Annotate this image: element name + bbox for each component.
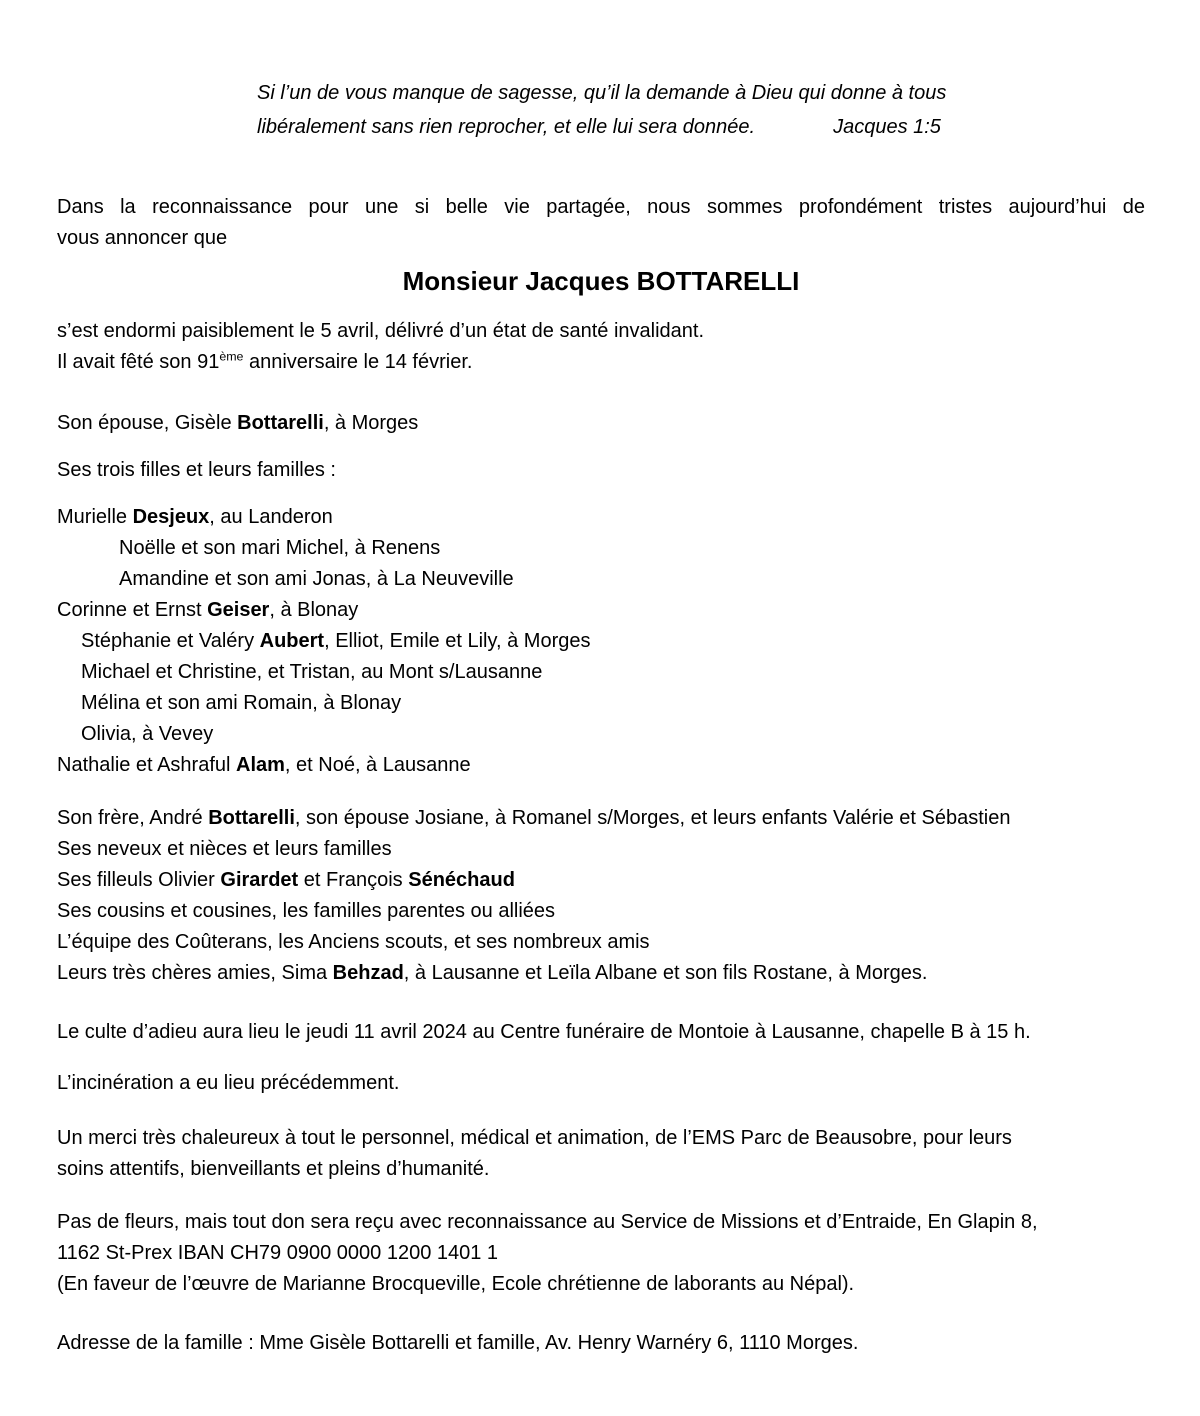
relatives-list-line: Leurs très chères amies, Sima Behzad, à Lausanne et Leïla Albane et son fils Rostane, à Morges. [57,962,928,984]
scripture-reference: Jacques 1:5 [833,116,941,138]
relatives-list-line: Ses cousins et cousines, les familles parentes ou alliées [57,900,556,922]
spouse-line: Son épouse, Gisèle Bottarelli, à Morges [57,412,419,434]
donations-line-1: Pas de fleurs, mais tout don sera reçu avec reconnaissance au Service de Missions et d’Entraide, En Glapin 8, [57,1211,1038,1233]
thanks-line-2: soins attentifs, bienveillants et pleins d’humanité. [57,1158,490,1180]
relatives-list-line: L’équipe des Coûterans, les Anciens scouts, et ses nombreux amis [57,931,650,953]
family-list-line: Stéphanie et Valéry Aubert, Elliot, Emile et Lily, à Morges [81,630,591,652]
relatives-list-line: Ses filleuls Olivier Girardet et François Sénéchaud [57,869,515,891]
intro-line-1: Dans la reconnaissance pour une si belle vie partagée, nous sommes profondément tristes aujourd’hui de [57,196,1145,218]
family-list-line: Olivia, à Vevey [81,723,214,745]
deceased-name-title: Monsieur Jacques BOTTARELLI [402,266,800,296]
death-notice-paragraph [57,316,1145,378]
scripture-quote-line-1: Si l’un de vous manque de sagesse, qu’il la demande à Dieu qui donne à tous [257,82,947,104]
ceremony-details-line: Le culte d’adieu aura lieu le jeudi 11 avril 2024 au Centre funéraire de Montoie à Lausanne, chapelle B à 15 h. [57,1021,1031,1043]
intro-paragraph [57,192,1145,254]
relatives-list-line: Son frère, André Bottarelli, son épouse Josiane, à Romanel s/Morges, et leurs enfants Valérie et Sébastien [57,807,1011,829]
relatives-list-line: Ses neveux et nièces et leurs familles [57,838,392,860]
thanks-paragraph [57,1123,1145,1185]
daughters-heading: Ses trois filles et leurs familles : [57,459,336,481]
donations-paragraph [57,1207,1145,1300]
death-notice-line-2: Il avait fêté son 91ème anniversaire le 14 février. [57,349,473,373]
scripture-quote-line-2-text: libéralement sans rien reprocher, et elle lui sera donnée. [257,116,756,138]
relatives-list [57,803,1145,989]
intro-line-2: vous annoncer que [57,227,228,249]
family-list-line: Amandine et son ami Jonas, à La Neuveville [119,568,514,590]
family-address-line: Adresse de la famille : Mme Gisèle Bottarelli et famille, Av. Henry Warnéry 6, 1110 Morges. [57,1332,859,1354]
cremation-line: L’incinération a eu lieu précédemment. [57,1072,400,1094]
donations-line-2: 1162 St-Prex IBAN CH79 0900 0000 1200 1401 1 [57,1242,499,1264]
scripture-quote [257,76,1145,144]
donations-line-3: (En faveur de l’œuvre de Marianne Brocqueville, Ecole chrétienne de laborants au Népal). [57,1273,855,1295]
family-list-line: Michael et Christine, et Tristan, au Mont s/Lausanne [81,661,543,683]
death-notice-line-1: s’est endormi paisiblement le 5 avril, délivré d’un état de santé invalidant. [57,320,705,342]
scripture-quote-line-2 [257,110,1145,144]
family-list-line: Noëlle et son mari Michel, à Renens [119,537,441,559]
family-list-line: Nathalie et Ashraful Alam, et Noé, à Lausanne [57,754,471,776]
family-list [57,502,1145,781]
thanks-line-1: Un merci très chaleureux à tout le personnel, médical et animation, de l’EMS Parc de Beausobre, pour leurs [57,1127,1012,1149]
family-list-line: Murielle Desjeux, au Landeron [57,506,333,528]
family-list-line: Corinne et Ernst Geiser, à Blonay [57,599,359,621]
family-list-line: Mélina et son ami Romain, à Blonay [81,692,402,714]
